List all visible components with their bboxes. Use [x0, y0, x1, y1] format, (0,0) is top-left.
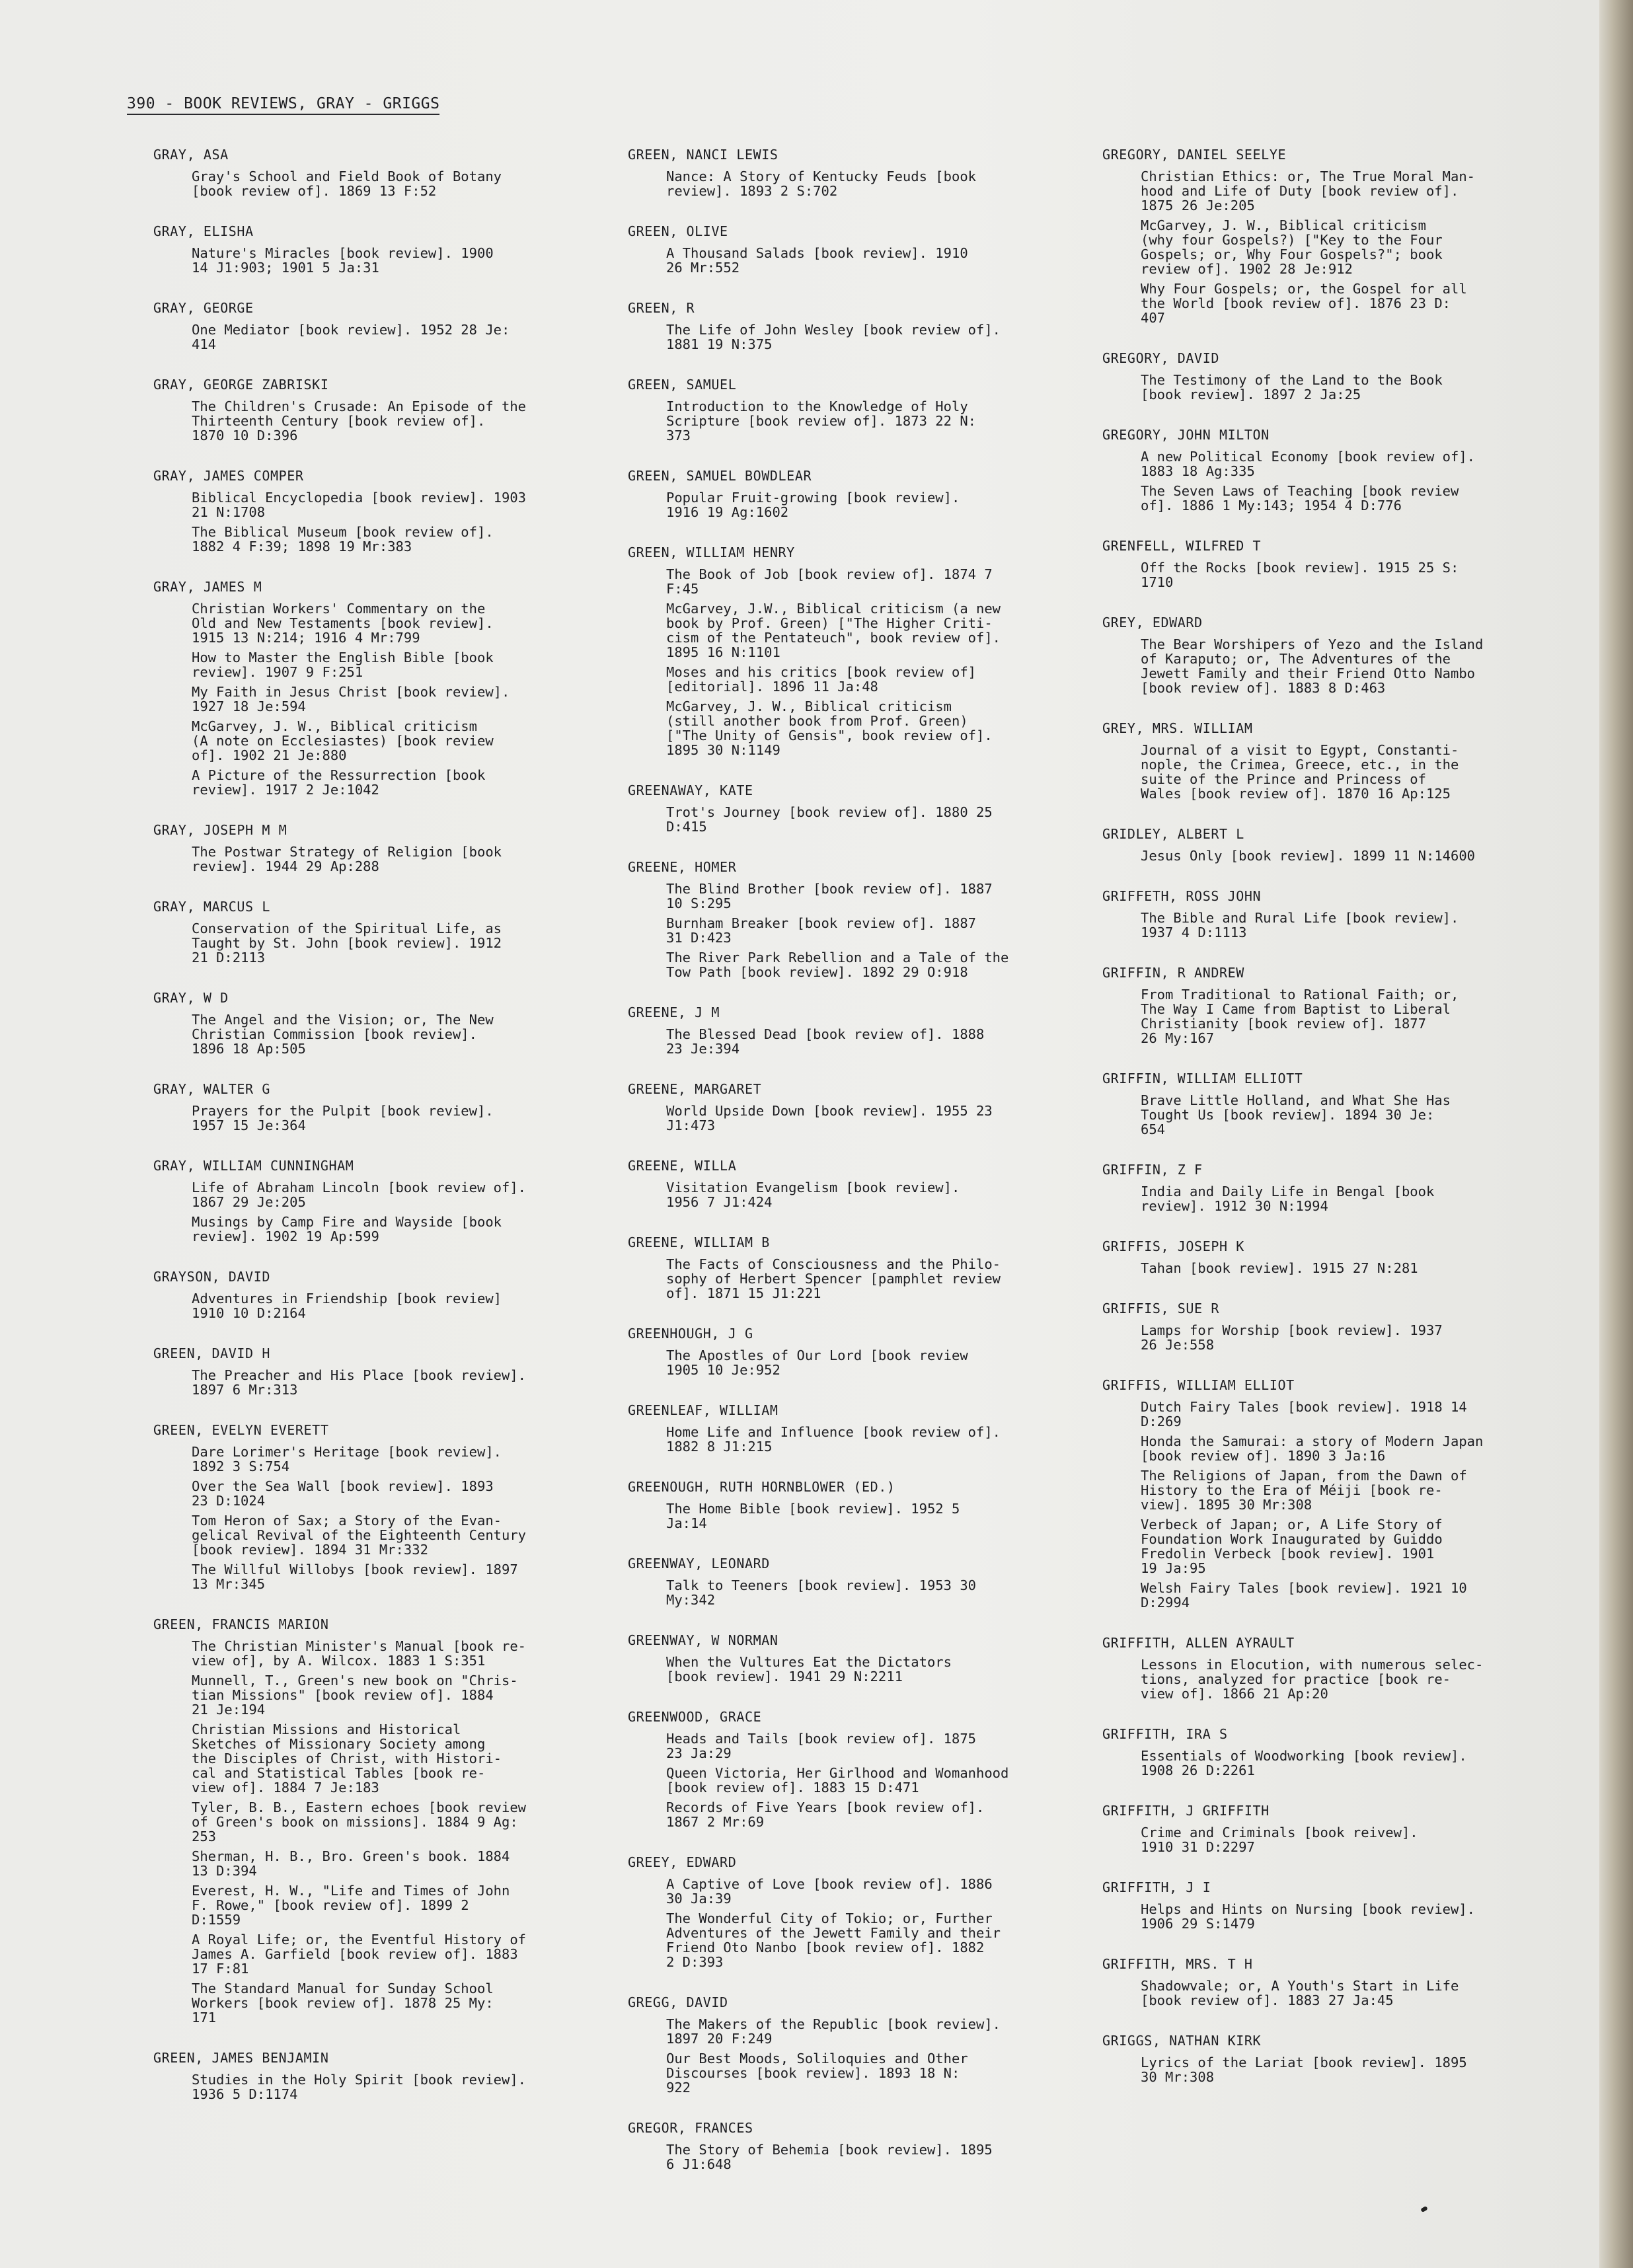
entry-author: GREGORY, DAVID — [1102, 350, 1219, 366]
entry-citation: The Blind Brother [book review of]. 1887 10 S:295 — [666, 881, 993, 911]
index-column-1 — [153, 147, 589, 2127]
index-entry — [628, 859, 1064, 979]
entry-citation: Nature's Miracles [book review]. 1900 14 J1:903; 1901 5 Ja:31 — [192, 245, 494, 276]
entry-citation: Prayers for the Pulpit [book review]. 1957 15 Je:364 — [192, 1103, 494, 1133]
entry-author: GRIFFIS, SUE R — [1102, 1301, 1219, 1316]
entry-citation: Welsh Fairy Tales [book review]. 1921 10 D:2994 — [1141, 1580, 1467, 1610]
entry-citation: The Life of John Wesley [book review of]. 1881 19 N:375 — [666, 322, 1001, 352]
entry-citation: The Testimony of the Land to the Book [book review]. 1897 2 Ja:25 — [1141, 372, 1443, 402]
entry-author: GRIDLEY, ALBERT L — [1102, 826, 1244, 842]
entry-citation: Helps and Hints on Nursing [book review]. 1906 29 S:1479 — [1141, 1901, 1476, 1932]
entry-author: GRIFFITH, J I — [1102, 1879, 1211, 1895]
index-entry — [1102, 888, 1538, 940]
entry-author: GREEN, SAMUEL — [628, 377, 737, 393]
entry-author: GREGORY, DANIEL SEELYE — [1102, 147, 1287, 163]
index-entry — [1102, 1635, 1538, 1701]
entry-author: GREENOUGH, RUTH HORNBLOWER (ED.) — [628, 1479, 895, 1495]
entry-author: GREENWAY, W NORMAN — [628, 1632, 779, 1648]
entry-citation: Dare Lorimer's Heritage [book review]. 1892 3 S:754 — [192, 1444, 502, 1474]
index-entry — [1102, 965, 1538, 1045]
entry-author: GREY, EDWARD — [1102, 615, 1203, 630]
entry-citation: When the Vultures Eat the Dictators [book review]. 1941 29 N:2211 — [666, 1654, 952, 1684]
page-header: 390 - BOOK REVIEWS, GRAY - GRIGGS — [127, 95, 439, 115]
entry-citation: A Captive of Love [book review of]. 1886 30 Ja:39 — [666, 1876, 993, 1907]
entry-citation: My Faith in Jesus Christ [book review]. 1927 18 Je:594 — [192, 684, 510, 714]
index-entry — [153, 147, 589, 198]
index-entry — [153, 377, 589, 443]
entry-citation: Heads and Tails [book review of]. 1875 23 Ja:29 — [666, 1731, 976, 1761]
index-entry — [628, 1994, 1064, 2095]
entry-citation: Crime and Criminals [book reivew]. 1910 31 D:2297 — [1141, 1825, 1418, 1855]
entry-citation: The Facts of Consciousness and the Philo- sophy of Herbert Spencer [pamphlet review of]. 1871 15 J1:221 — [666, 1256, 1001, 1301]
entry-citation: A Royal Life; or, the Eventful History of James A. Garfield [book review of]. 1883 17 F:81 — [192, 1932, 527, 1977]
entry-citation: From Traditional to Rational Faith; or, The Way I Came from Baptist to Liberal Christianity [book review of]. 1877 26 My:167 — [1141, 987, 1459, 1046]
index-entry — [153, 1158, 589, 1244]
entry-author: GREENE, J M — [628, 1004, 720, 1020]
entry-citation: Off the Rocks [book review]. 1915 25 S: 1710 — [1141, 560, 1459, 590]
entry-author: GRAY, MARCUS L — [153, 899, 270, 915]
entry-author: GRAY, GEORGE — [153, 300, 254, 316]
entry-author: GRAY, W D — [153, 990, 229, 1006]
entry-author: GREENE, WILLA — [628, 1158, 737, 1174]
entry-author: GRAY, WILLIAM CUNNINGHAM — [153, 1158, 354, 1174]
entry-author: GREEN, JAMES BENJAMIN — [153, 2050, 329, 2066]
entry-citation: The Willful Willobys [book review]. 1897 13 Mr:345 — [192, 1562, 518, 1592]
entry-author: GREEY, EDWARD — [628, 1854, 737, 1870]
index-entry — [153, 899, 589, 965]
entry-author: GREEN, FRANCIS MARION — [153, 1616, 329, 1632]
entry-citation: Biblical Encyclopedia [book review]. 1903 21 N:1708 — [192, 490, 527, 520]
index-entry — [153, 1616, 589, 2025]
index-entry — [1102, 720, 1538, 801]
entry-citation: Queen Victoria, Her Girlhood and Womanhood [book review of]. 1883 15 D:471 — [666, 1765, 1009, 1796]
entry-citation: Honda the Samurai: a story of Modern Japan [book review of]. 1890 3 Ja:16 — [1141, 1433, 1484, 1464]
entry-citation: Life of Abraham Lincoln [book review of]. 1867 29 Je:205 — [192, 1180, 527, 1210]
index-entry — [628, 223, 1064, 275]
entry-author: GRAY, JAMES COMPER — [153, 468, 304, 484]
entry-citation: The Standard Manual for Sunday School Workers [book review of]. 1878 25 My: 171 — [192, 1981, 494, 2025]
entry-author: GRAYSON, DAVID — [153, 1269, 270, 1285]
entry-author: GREENWOOD, GRACE — [628, 1709, 762, 1725]
index-entry — [1102, 826, 1538, 863]
index-entry — [1102, 427, 1538, 513]
entry-author: GRAY, ASA — [153, 147, 229, 163]
index-entry — [628, 1854, 1064, 1969]
index-entry — [628, 1004, 1064, 1056]
entry-citation: Tyler, B. B., Eastern echoes [book review of Green's book on missions]. 1884 9 Ag: 253 — [192, 1799, 527, 1844]
entry-citation: Burnham Breaker [book review of]. 1887 31 D:423 — [666, 915, 976, 946]
index-entry — [628, 300, 1064, 352]
index-entry — [628, 545, 1064, 757]
index-entry — [153, 579, 589, 797]
entry-citation: The Angel and the Vision; or, The New Christian Commission [book review]. 1896 18 Ap:505 — [192, 1012, 494, 1057]
entry-citation: Shadowvale; or, A Youth's Start in Life [book review of]. 1883 27 Ja:45 — [1141, 1978, 1459, 2008]
index-column-2 — [628, 147, 1064, 2197]
entry-citation: McGarvey, J. W., Biblical criticism (still another book from Prof. Green) ["The Unity of Gensis", book review of]. 1895 30 N:1149 — [666, 699, 993, 758]
entry-citation: Lamps for Worship [book review]. 1937 26 Je:558 — [1141, 1322, 1443, 1353]
entry-author: GRIFFIS, WILLIAM ELLIOT — [1102, 1377, 1295, 1393]
entry-citation: Essentials of Woodworking [book review]. 1908 26 D:2261 — [1141, 1748, 1467, 1778]
index-entry — [628, 147, 1064, 198]
entry-citation: Conservation of the Spiritual Life, as Taught by St. John [book review]. 1912 21 D:2113 — [192, 921, 502, 965]
entry-author: GREENHOUGH, J G — [628, 1326, 753, 1342]
entry-author: GRAY, JAMES M — [153, 579, 262, 595]
index-entry — [153, 2050, 589, 2101]
index-entry — [153, 300, 589, 352]
index-entry — [1102, 1162, 1538, 1213]
index-entry — [153, 1422, 589, 1591]
entry-author: GREEN, NANCI LEWIS — [628, 147, 779, 163]
index-entry — [1102, 147, 1538, 325]
page-binding-edge — [1599, 0, 1633, 2268]
index-entry — [1102, 1238, 1538, 1275]
entry-author: GREGOR, FRANCES — [628, 2120, 753, 2136]
entry-citation: Journal of a visit to Egypt, Constanti- nople, the Crimea, Greece, etc., in the suite of the Prince and Princess of Wales [book review of]. 1870 16 Ap:125 — [1141, 742, 1459, 802]
entry-citation: Tom Heron of Sax; a Story of the Evan- gelical Revival of the Eighteenth Century [book review]. 1894 31 Mr:332 — [192, 1513, 527, 1558]
index-entry — [1102, 1879, 1538, 1931]
entry-citation: Christian Missions and Historical Sketches of Missionary Society among the Disciples of Christ, with Histori- cal and Statistical Tables [book re- view of]. 1884 7 Je:183 — [192, 1721, 502, 1796]
index-entry — [1102, 615, 1538, 695]
entry-citation: Jesus Only [book review]. 1899 11 N:14600 — [1141, 848, 1476, 864]
entry-citation: The Bear Worshipers of Yezo and the Island of Karaputo; or, The Adventures of the Jewett Family and their Friend Otto Nambo [book review of]. 1883 8 D:463 — [1141, 636, 1484, 696]
entry-author: GRIFFIN, Z F — [1102, 1162, 1203, 1178]
entry-author: GREGORY, JOHN MILTON — [1102, 427, 1270, 443]
index-entry — [628, 782, 1064, 834]
entry-citation: Sherman, H. B., Bro. Green's book. 1884 13 D:394 — [192, 1848, 510, 1879]
entry-author: GREENE, HOMER — [628, 859, 737, 875]
entry-citation: The River Park Rebellion and a Tale of the Tow Path [book review]. 1892 29 O:918 — [666, 950, 1009, 980]
entry-citation: The Wonderful City of Tokio; or, Further Adventures of the Jewett Family and their Friend Oto Nanbo [book review of]. 1882 2 D:393 — [666, 1910, 1001, 1970]
entry-citation: The Postwar Strategy of Religion [book review]. 1944 29 Ap:288 — [192, 844, 502, 874]
entry-citation: The Seven Laws of Teaching [book review of]. 1886 1 My:143; 1954 4 D:776 — [1141, 483, 1459, 513]
entry-citation: A new Political Economy [book review of]. 1883 18 Ag:335 — [1141, 449, 1476, 479]
index-entry — [1102, 1071, 1538, 1137]
index-entry — [628, 1709, 1064, 1829]
entry-citation: The Makers of the Republic [book review]. 1897 20 F:249 — [666, 2016, 1001, 2047]
entry-citation: McGarvey, J.W., Biblical criticism (a new book by Prof. Green) ["The Higher Criti- cism of the Pentateuch", book review of]. 1895 16 N:1101 — [666, 601, 1001, 660]
entry-citation: Talk to Teeners [book review]. 1953 30 My:342 — [666, 1577, 976, 1608]
entry-citation: Tahan [book review]. 1915 27 N:281 — [1141, 1260, 1418, 1276]
entry-author: GRIFFIS, JOSEPH K — [1102, 1238, 1244, 1254]
entry-author: GRIFFITH, MRS. T H — [1102, 1956, 1253, 1972]
entry-author: GREENE, MARGARET — [628, 1081, 762, 1097]
entry-author: GREGG, DAVID — [628, 1994, 728, 2010]
entry-citation: Brave Little Holland, and What She Has Tought Us [book review]. 1894 30 Je: 654 — [1141, 1092, 1451, 1137]
entry-citation: One Mediator [book review]. 1952 28 Je: 414 — [192, 322, 510, 352]
entry-citation: The Home Bible [book review]. 1952 5 Ja:14 — [666, 1501, 960, 1531]
entry-citation: Our Best Moods, Soliloquies and Other Discourses [book review]. 1893 18 N: 922 — [666, 2051, 968, 2096]
entry-citation: The Bible and Rural Life [book review]. 1937 4 D:1113 — [1141, 910, 1459, 940]
entry-citation: Musings by Camp Fire and Wayside [book review]. 1902 19 Ap:599 — [192, 1214, 502, 1244]
index-entry — [1102, 2033, 1538, 2084]
entry-author: GRIGGS, NATHAN KIRK — [1102, 2033, 1262, 2049]
index-column-3 — [1102, 147, 1538, 2109]
entry-citation: Trot's Journey [book review of]. 1880 25 D:415 — [666, 804, 993, 835]
index-entry — [153, 822, 589, 874]
entry-citation: Lyrics of the Lariat [book review]. 1895 30 Mr:308 — [1141, 2055, 1467, 2085]
entry-citation: How to Master the English Bible [book review]. 1907 9 F:251 — [192, 650, 494, 680]
entry-citation: McGarvey, J. W., Biblical criticism (why four Gospels?) ["Key to the Four Gospels; or, Why Four Gospels?"; book review of]. 1902 28 Je:912 — [1141, 217, 1443, 277]
entry-citation: Verbeck of Japan; or, A Life Story of Foundation Work Inaugurated by Guiddo Fredolin Verbeck [book review]. 1901 19 Ja:95 — [1141, 1517, 1443, 1576]
index-entry — [628, 468, 1064, 519]
entry-author: GRIFFIN, R ANDREW — [1102, 965, 1244, 981]
index-entry — [1102, 1377, 1538, 1610]
index-entry — [628, 1556, 1064, 1607]
entry-author: GREENWAY, LEONARD — [628, 1556, 770, 1571]
index-entry — [628, 1234, 1064, 1301]
entry-citation: Introduction to the Knowledge of Holy Scripture [book review of]. 1873 22 N: 373 — [666, 398, 976, 443]
entry-citation: Everest, H. W., "Life and Times of John F. Rowe," [book review of]. 1899 2 D:1559 — [192, 1883, 510, 1928]
entry-citation: The Story of Behemia [book review]. 1895 6 J1:648 — [666, 2142, 993, 2172]
entry-author: GRENFELL, WILFRED T — [1102, 538, 1262, 554]
entry-author: GREEN, R — [628, 300, 695, 316]
entry-citation: The Biblical Museum [book review of]. 1882 4 F:39; 1898 19 Mr:383 — [192, 524, 494, 554]
entry-citation: Visitation Evangelism [book review]. 1956 7 J1:424 — [666, 1180, 960, 1210]
entry-citation: Dutch Fairy Tales [book review]. 1918 14 D:269 — [1141, 1399, 1467, 1429]
entry-citation: Popular Fruit-growing [book review]. 1916 19 Ag:1602 — [666, 490, 960, 520]
index-entry — [628, 1158, 1064, 1209]
entry-citation: The Christian Minister's Manual [book re- view of], by A. Wilcox. 1883 1 S:351 — [192, 1638, 527, 1669]
index-entry — [153, 1081, 589, 1133]
entry-author: GREY, MRS. WILLIAM — [1102, 720, 1253, 736]
entry-citation: The Book of Job [book review of]. 1874 7 F:45 — [666, 566, 993, 597]
entry-citation: Lessons in Elocution, with numerous selec- tions, analyzed for practice [book re- view of]. 1866 21 Ap:20 — [1141, 1657, 1484, 1702]
entry-citation: Moses and his critics [book review of] [editorial]. 1896 11 Ja:48 — [666, 664, 976, 695]
entry-citation: A Picture of the Ressurrection [book review]. 1917 2 Je:1042 — [192, 767, 486, 798]
entry-author: GRAY, JOSEPH M M — [153, 822, 287, 838]
entry-citation: Adventures in Friendship [book review] 1910 10 D:2164 — [192, 1291, 502, 1321]
index-entry — [153, 1269, 589, 1320]
index-entry — [153, 223, 589, 275]
entry-citation: The Blessed Dead [book review of]. 1888 23 Je:394 — [666, 1026, 985, 1057]
entry-author: GRIFFITH, J GRIFFITH — [1102, 1803, 1270, 1819]
entry-citation: Christian Ethics: or, The True Moral Man- hood and Life of Duty [book review of]. 1875 26 Je:205 — [1141, 169, 1476, 213]
entry-citation: The Religions of Japan, from the Dawn of History to the Era of Méiji [book re- view]. 1895 30 Mr:308 — [1141, 1468, 1467, 1513]
entry-citation: Home Life and Influence [book review of]. 1882 8 J1:215 — [666, 1424, 1001, 1455]
entry-citation: Over the Sea Wall [book review]. 1893 23 D:1024 — [192, 1478, 494, 1509]
entry-citation: The Children's Crusade: An Episode of the Thirteenth Century [book review of]. 1870 10 D:396 — [192, 398, 527, 443]
entry-citation: The Preacher and His Place [book review]. 1897 6 Mr:313 — [192, 1367, 527, 1398]
entry-citation: Records of Five Years [book review of]. 1867 2 Mr:69 — [666, 1799, 985, 1830]
index-entry — [153, 1345, 589, 1397]
entry-author: GRIFFITH, ALLEN AYRAULT — [1102, 1635, 1295, 1651]
entry-author: GREENE, WILLIAM B — [628, 1234, 770, 1250]
entry-citation: Nance: A Story of Kentucky Feuds [book review]. 1893 2 S:702 — [666, 169, 976, 199]
index-entry — [628, 1081, 1064, 1133]
index-entry — [628, 2120, 1064, 2172]
index-entry — [153, 990, 589, 1056]
index-entry — [1102, 1301, 1538, 1352]
index-entry — [628, 1402, 1064, 1454]
entry-author: GREENAWAY, KATE — [628, 782, 753, 798]
index-entry — [628, 377, 1064, 443]
index-entry — [1102, 1726, 1538, 1778]
entry-citation: Why Four Gospels; or, the Gospel for all the World [book review of]. 1876 23 D: 407 — [1141, 281, 1467, 326]
entry-citation: Christian Workers' Commentary on the Old and New Testaments [book review]. 1915 13 N:214; 1916 4 Mr:799 — [192, 601, 494, 646]
entry-citation: Munnell, T., Green's new book on "Chris- tian Missions" [book review of]. 1884 21 Je:194 — [192, 1673, 518, 1718]
index-entry — [1102, 1956, 1538, 2008]
entry-citation: McGarvey, J. W., Biblical criticism (A note on Ecclesiastes) [book review of]. 1902 21 Je:880 — [192, 718, 494, 763]
entry-author: GREENLEAF, WILLIAM — [628, 1402, 779, 1418]
entry-author: GRIFFIN, WILLIAM ELLIOTT — [1102, 1071, 1303, 1086]
entry-author: GREEN, DAVID H — [153, 1345, 270, 1361]
index-entry — [1102, 1803, 1538, 1854]
entry-author: GREEN, SAMUEL BOWDLEAR — [628, 468, 812, 484]
entry-author: GRAY, GEORGE ZABRISKI — [153, 377, 329, 393]
entry-author: GRAY, WALTER G — [153, 1081, 270, 1097]
entry-citation: The Apostles of Our Lord [book review 1905 10 Je:952 — [666, 1347, 968, 1378]
index-entry — [628, 1479, 1064, 1531]
index-entry — [153, 468, 589, 554]
entry-author: GRIFFETH, ROSS JOHN — [1102, 888, 1262, 904]
entry-author: GREEN, OLIVE — [628, 223, 728, 239]
entry-author: GRAY, ELISHA — [153, 223, 254, 239]
entry-author: GREEN, EVELYN EVERETT — [153, 1422, 329, 1438]
entry-citation: World Upside Down [book review]. 1955 23 J1:473 — [666, 1103, 993, 1133]
entry-citation: Studies in the Holy Spirit [book review]. 1936 5 D:1174 — [192, 2072, 527, 2102]
entry-author: GREEN, WILLIAM HENRY — [628, 545, 795, 560]
index-entry — [1102, 538, 1538, 589]
entry-citation: A Thousand Salads [book review]. 1910 26 Mr:552 — [666, 245, 968, 276]
ink-speck — [1420, 2206, 1428, 2212]
index-entry — [628, 1326, 1064, 1377]
entry-citation: Gray's School and Field Book of Botany [book review of]. 1869 13 F:52 — [192, 169, 502, 199]
entry-author: GRIFFITH, IRA S — [1102, 1726, 1228, 1742]
entry-citation: India and Daily Life in Bengal [book review]. 1912 30 N:1994 — [1141, 1184, 1435, 1214]
index-entry — [1102, 350, 1538, 402]
index-entry — [628, 1632, 1064, 1684]
